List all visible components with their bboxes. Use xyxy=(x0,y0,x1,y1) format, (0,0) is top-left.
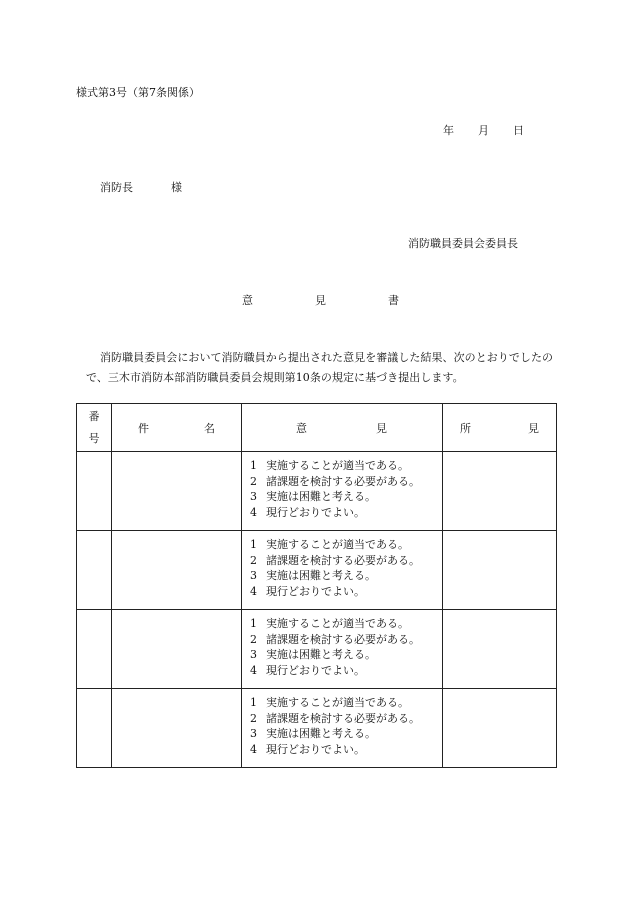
opinion-option-1: 1 実施することが適当である。 xyxy=(250,459,409,472)
addressee-honorific: 様 xyxy=(171,181,182,194)
number-cell[interactable] xyxy=(77,689,112,768)
number-cell[interactable] xyxy=(77,531,112,610)
header-remarks-char-1: 所 xyxy=(460,421,471,435)
opinion-option-2: 2 諸課題を検討する必要がある。 xyxy=(250,553,420,567)
table-row xyxy=(77,531,557,610)
sender: 消防職員委員会委員長 xyxy=(408,237,518,250)
opinion-options-cell xyxy=(242,689,443,768)
date-year-label: 年 xyxy=(443,124,454,137)
title-char-3: 書 xyxy=(388,294,399,307)
opinion-option-4: 4 現行どおりでよい。 xyxy=(250,505,365,519)
header-case-name xyxy=(112,404,242,452)
header-remarks xyxy=(443,404,557,452)
remarks-cell[interactable] xyxy=(443,610,557,689)
number-cell[interactable] xyxy=(77,610,112,689)
addressee-title: 消防長 xyxy=(100,181,133,194)
opinion-options-cell xyxy=(242,531,443,610)
opinion-option-1: 1 実施することが適当である。 xyxy=(250,617,409,630)
opinion-option-4: 4 現行どおりでよい。 xyxy=(250,663,365,677)
date-month-label: 月 xyxy=(478,124,489,137)
header-remarks-char-2: 見 xyxy=(528,421,539,435)
opinion-options-cell xyxy=(242,610,443,689)
opinion-option-4: 4 現行どおりでよい。 xyxy=(250,742,365,756)
opinion-option-2: 2 諸課題を検討する必要がある。 xyxy=(250,711,420,725)
case-name-cell[interactable] xyxy=(112,689,242,768)
title-char-2: 見 xyxy=(315,294,326,307)
date-line xyxy=(443,122,524,138)
header-opinion-char-1: 意 xyxy=(296,421,307,435)
remarks-cell[interactable] xyxy=(443,689,557,768)
opinion-option-3: 3 実施は困難と考える。 xyxy=(250,569,376,582)
table-header-row xyxy=(77,404,557,452)
addressee xyxy=(100,179,182,195)
opinion-options-cell xyxy=(242,452,443,531)
opinion-option-3: 3 実施は困難と考える。 xyxy=(250,727,376,740)
case-name-cell[interactable] xyxy=(112,452,242,531)
opinion-option-2: 2 諸課題を検討する必要がある。 xyxy=(250,474,420,488)
form-number: 様式第3号（第7条関係） xyxy=(76,86,200,99)
header-opinion xyxy=(242,404,443,452)
table-row xyxy=(77,452,557,531)
header-number xyxy=(77,404,112,452)
header-case-name-char-1: 件 xyxy=(138,421,149,435)
opinion-option-1: 1 実施することが適当である。 xyxy=(250,538,409,551)
document-title xyxy=(242,292,399,308)
opinion-option-1: 1 実施することが適当である。 xyxy=(250,696,409,709)
remarks-cell[interactable] xyxy=(443,531,557,610)
header-number-char-1: 番 xyxy=(88,409,100,423)
date-day-label: 日 xyxy=(513,124,524,137)
header-number-char-2: 号 xyxy=(88,431,100,445)
opinion-option-4: 4 現行どおりでよい。 xyxy=(250,584,365,598)
opinion-option-3: 3 実施は困難と考える。 xyxy=(250,648,376,661)
body-paragraph: 消防職員委員会において消防職員から提出された意見を審議した結果、次のとおりでしたので、三木市消防本部消防職員委員会規則第10条の規定に基づき提出します。 xyxy=(86,351,554,384)
opinion-option-2: 2 諸課題を検討する必要がある。 xyxy=(250,632,420,646)
remarks-cell[interactable] xyxy=(443,452,557,531)
case-name-cell[interactable] xyxy=(112,531,242,610)
header-case-name-char-2: 名 xyxy=(204,421,215,435)
opinion-table xyxy=(76,403,557,768)
table-row xyxy=(77,689,557,768)
title-char-1: 意 xyxy=(242,294,253,307)
number-cell[interactable] xyxy=(77,452,112,531)
header-opinion-char-2: 見 xyxy=(376,421,387,435)
table-row xyxy=(77,610,557,689)
opinion-option-3: 3 実施は困難と考える。 xyxy=(250,490,376,503)
case-name-cell[interactable] xyxy=(112,610,242,689)
